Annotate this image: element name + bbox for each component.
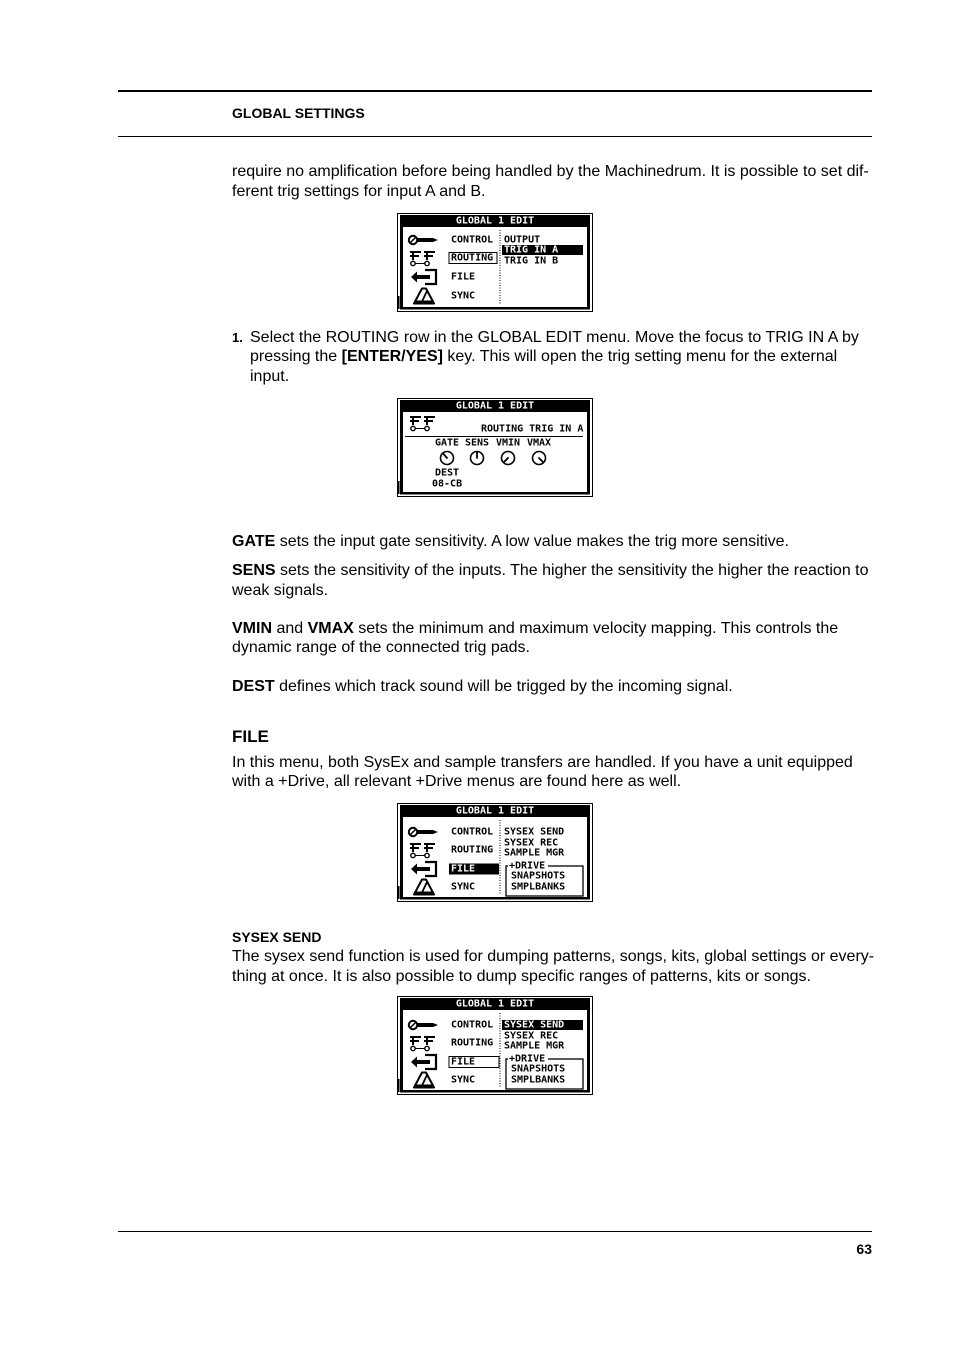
menu-item-control: CONTROL <box>451 826 494 838</box>
sens-description-line-2: weak signals. <box>232 582 329 599</box>
menu-item-control: CONTROL <box>451 1019 494 1031</box>
lcd-title: GLOBAL 1 EDIT <box>455 998 535 1010</box>
menu-item-sync: SYNC <box>451 1074 476 1086</box>
file-text-line-2: with a +Drive, all relevant +Drive menus are found here as well. <box>232 773 682 790</box>
drive-item-smplbanks: SMPLBANKS <box>511 1074 566 1086</box>
intro-line-2: ferent trig settings for input A and B. <box>232 183 486 200</box>
menu-item-routing: ROUTING <box>451 252 494 264</box>
footer-rule <box>118 1231 872 1232</box>
lcd-title: GLOBAL 1 EDIT <box>455 400 535 412</box>
term: VMIN <box>232 620 272 637</box>
lcd-screen-trig-in-a <box>397 398 593 497</box>
menu-item-routing: ROUTING <box>451 1037 494 1049</box>
intro-line-1: require no amplification before being handled by the Machinedrum. It is possible to set dif- <box>232 163 869 180</box>
submenu-item-output: OUTPUT <box>504 234 541 246</box>
lcd-title: GLOBAL 1 EDIT <box>455 805 535 817</box>
term: DEST <box>232 678 275 695</box>
menu-item-file: FILE <box>451 1056 476 1068</box>
menu-item-file: FILE <box>451 271 476 283</box>
knob-vmax <box>533 452 546 465</box>
definition: sets the sensitivity of the inputs. The higher the sensitivity the higher the reaction to <box>275 562 869 579</box>
param-label-sens: SENS <box>465 437 490 449</box>
header-rule-top <box>118 90 872 92</box>
page-header: ROUTING TRIG IN A <box>481 423 584 435</box>
drive-item-snapshots: SNAPSHOTS <box>511 870 566 882</box>
lcd-screen-sysex-send <box>397 996 593 1095</box>
lcd-corner-mark <box>397 886 400 899</box>
header-rule-bottom <box>118 136 872 137</box>
menu-item-file: FILE <box>451 863 476 875</box>
step1-line-3: input. <box>250 368 290 385</box>
step1-line-2 <box>250 347 837 367</box>
menu-item-routing: ROUTING <box>451 844 494 856</box>
definition: sets the input gate sensitivity. A low value makes the trig more sensitive. <box>275 533 789 550</box>
dest-label: DEST <box>435 467 460 479</box>
lcd-title: GLOBAL 1 EDIT <box>455 215 535 227</box>
definition: defines which track sound will be trigged by the incoming signal. <box>274 678 733 695</box>
submenu-item-sample-mgr: SAMPLE MGR <box>504 847 565 859</box>
lcd-corner-mark <box>397 1079 400 1092</box>
param-label-vmin: VMIN <box>496 437 521 449</box>
definition: sets the minimum and maximum velocity mapping. This controls the <box>353 620 839 637</box>
submenu-item-sysex-rec: SYSEX REC <box>504 1030 559 1042</box>
knob-sens <box>471 452 484 465</box>
dest-description <box>232 677 733 697</box>
knob-vmin <box>502 452 515 465</box>
submenu-item-sysex-send: SYSEX SEND <box>504 1019 565 1031</box>
submenu-item-trig-in-b: TRIG IN B <box>504 255 559 267</box>
drive-label: +DRIVE <box>509 860 546 872</box>
submenu-item-sample-mgr: SAMPLE MGR <box>504 1040 565 1052</box>
file-text-line-1: In this menu, both SysEx and sample transfers are handled. If you have a unit equipped <box>232 754 853 771</box>
menu-item-sync: SYNC <box>451 881 476 893</box>
term: SENS <box>232 562 276 579</box>
lcd-corner-mark <box>397 296 400 309</box>
dest-value: 08-CB <box>432 478 463 490</box>
menu-item-sync: SYNC <box>451 290 476 302</box>
step1-text: key. This will open the trig setting menu for the external <box>442 348 838 365</box>
drive-item-snapshots: SNAPSHOTS <box>511 1063 566 1075</box>
param-label-vmax: VMAX <box>527 437 552 449</box>
gate-description <box>232 532 789 552</box>
subsection-heading-sysex-send: SYSEX SEND <box>232 929 322 945</box>
sysex-text-line-1: The sysex send function is used for dumping patterns, songs, kits, global settings or every- <box>232 948 875 965</box>
submenu-item-sysex-send: SYSEX SEND <box>504 826 565 838</box>
vmin-vmax-description-line-2: dynamic range of the connected trig pads. <box>232 639 530 656</box>
drive-label: +DRIVE <box>509 1053 546 1065</box>
drive-item-smplbanks: SMPLBANKS <box>511 881 566 893</box>
submenu-item-trig-in-a: TRIG IN A <box>504 244 559 256</box>
section-heading-file: FILE <box>232 727 269 746</box>
sens-description-line-1 <box>232 561 869 581</box>
step1-text: pressing the <box>250 348 342 365</box>
vmin-vmax-description-line-1 <box>232 619 838 639</box>
step1-line-1: Select the ROUTING row in the GLOBAL EDIT menu. Move the focus to TRIG IN A by <box>250 329 859 346</box>
term: VMAX <box>307 620 354 637</box>
joiner: and <box>272 620 308 637</box>
lcd-screen-routing-menu <box>397 213 593 312</box>
term: GATE <box>232 533 276 550</box>
param-label-gate: GATE <box>435 437 460 449</box>
lcd-corner-mark <box>397 481 400 494</box>
step-number: 1. <box>232 330 243 345</box>
knob-gate <box>441 452 454 465</box>
sysex-text-line-2: thing at once. It is also possible to dump specific ranges of patterns, kits or songs. <box>232 968 811 985</box>
running-head: GLOBAL SETTINGS <box>232 105 365 121</box>
lcd-screen-file-menu <box>397 803 593 902</box>
key-name: [ENTER/YES] <box>341 348 443 365</box>
menu-item-control: CONTROL <box>451 234 494 246</box>
page-number: 63 <box>856 1241 872 1257</box>
submenu-item-sysex-rec: SYSEX REC <box>504 837 559 849</box>
